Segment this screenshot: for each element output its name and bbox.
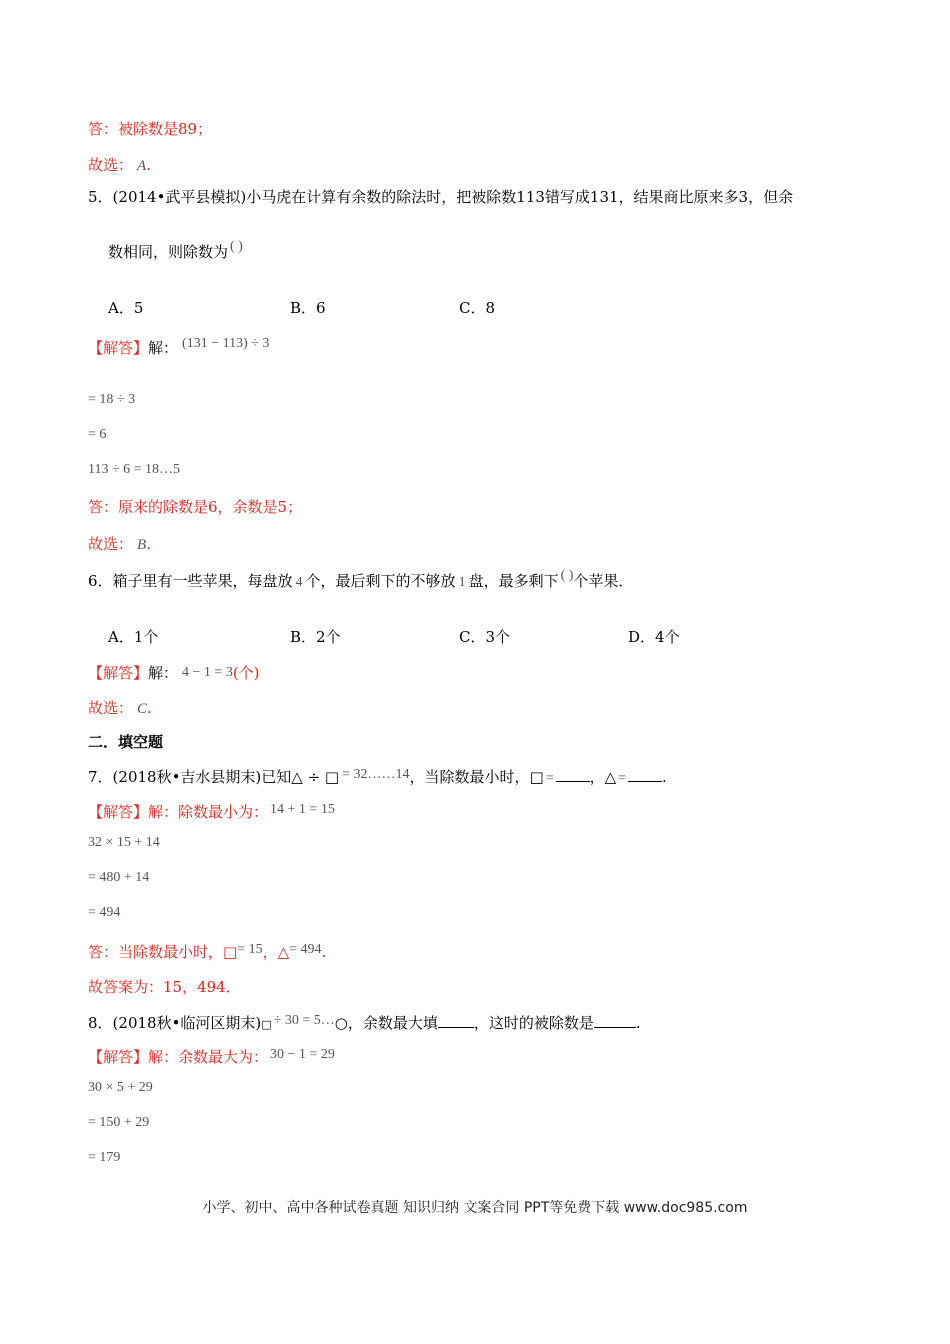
question-7-step-1: 32 × 15 + 14 (88, 835, 160, 850)
question-7-step-3: = 494 (88, 905, 121, 920)
question-5-option-b: B．6 (290, 299, 326, 317)
q7-ans-text-c: . (321, 943, 327, 961)
q6-text-c: 盘，最多剩下 (468, 572, 559, 590)
q6-paren: ( ) (560, 568, 574, 583)
q7-ans-math-2: = 494 (289, 942, 322, 957)
question-5-option-c: C．8 (459, 299, 496, 317)
selection-end: . (146, 156, 151, 174)
solution-tag: 【解答】 (88, 1048, 149, 1066)
question-6-option-d: D．4个 (628, 628, 680, 646)
q7-ans-text-a: 答：当除数最小时，□ (88, 943, 238, 961)
q8-text-b: ○，余数最大填 (334, 1014, 438, 1032)
q6-num-4: 4 (295, 575, 303, 590)
question-5-step-1: = 18 ÷ 3 (88, 392, 136, 407)
question-7-line (88, 767, 667, 789)
question-5-step-2: = 6 (88, 427, 107, 442)
question-5-option-a: A．5 (108, 299, 144, 317)
q8-blank-1[interactable] (438, 1013, 474, 1028)
question-6-line (88, 568, 634, 593)
q7-text-d: . (662, 768, 667, 786)
q6-text-d: 个苹果． (573, 572, 634, 590)
solution-tag: 【解答】 (88, 803, 149, 821)
question-5-paren: ( ) (230, 239, 243, 254)
question-6-solution (88, 663, 260, 685)
question-5-step-3: 113 ÷ 6 = 18…5 (88, 462, 181, 477)
question-8-step-2: = 150 + 29 (88, 1115, 150, 1130)
q7-ans-text-b: ，△ (262, 943, 290, 961)
q6-num-1: 1 (458, 575, 466, 590)
selection-end: . (146, 535, 151, 553)
q7-math: = 32……14 (342, 767, 410, 782)
question-5-answer: 答：原来的除数是6，余数是5； (88, 498, 303, 516)
selection-line (88, 155, 151, 176)
solution-math: (131 − 113) ÷ 3 (182, 336, 270, 351)
q8-blank-2[interactable] (594, 1013, 636, 1028)
selection-var: A (137, 158, 147, 174)
q8-text-a: 8．(2018秋•临河区期末) (88, 1014, 262, 1032)
selection-var: B (137, 537, 147, 553)
q7-text-c: ，△ (589, 768, 617, 786)
question-8-solution (88, 1047, 335, 1069)
solution-unit: (个) (232, 664, 260, 682)
q8-math: ÷ 30 = 5… (273, 1013, 335, 1028)
question-5-selection (88, 534, 151, 555)
selection-label: 故选： (88, 535, 134, 553)
q6-text-a: 6．箱子里有一些苹果，每盘放 (88, 572, 293, 590)
q7-blank-2[interactable] (628, 767, 662, 782)
q7-blank-1[interactable] (556, 767, 590, 782)
q7-text-b: ，当除数最小时，□ (409, 768, 544, 786)
solution-tag: 【解答】 (88, 664, 149, 682)
solution-text: 解：除数最小为： (148, 803, 269, 821)
section-2-heading: 二．填空题 (88, 733, 164, 751)
q7-ans-math-1: = 15 (237, 942, 263, 957)
solution-math: 4 − 1 = 3 (182, 665, 233, 680)
answer-line: 答：被除数是89； (88, 120, 213, 138)
question-7-final: 故答案为：15，494． (88, 978, 241, 996)
q8-text-c: ，这时的被除数是 (473, 1014, 594, 1032)
selection-label: 故选： (88, 156, 134, 174)
question-8-line (88, 1013, 641, 1035)
question-6-option-c: C．3个 (459, 628, 511, 646)
question-6-option-a: A．1个 (108, 628, 159, 646)
solution-jie: 解： (148, 339, 179, 357)
question-5-solution (88, 338, 269, 360)
solution-jie: 解： (148, 664, 179, 682)
question-8-step-1: 30 × 5 + 29 (88, 1080, 153, 1095)
solution-math: 30 − 1 = 29 (270, 1047, 335, 1062)
q7-eq-2: = (618, 771, 627, 786)
solution-math: 14 + 1 = 15 (270, 802, 335, 817)
q7-eq: = (545, 771, 554, 786)
question-5-line2 (108, 239, 243, 264)
question-7-step-2: = 480 + 14 (88, 870, 150, 885)
question-6-selection (88, 698, 152, 719)
question-8-step-3: = 179 (88, 1150, 121, 1165)
solution-tag: 【解答】 (88, 339, 149, 357)
question-5-text: 数相同，则除数为 (108, 243, 229, 261)
q6-text-b: 个，最后剩下的不够放 (305, 572, 456, 590)
selection-var: C (137, 701, 148, 717)
question-7-answer (88, 942, 326, 964)
question-6-option-b: B．2个 (290, 628, 341, 646)
q8-text-d: . (635, 1014, 641, 1032)
question-5-line1: 5．(2014•武平县模拟)小马虎在计算有余数的除法时，把被除数113错写成131，结果商比原来多3，但余 (88, 188, 794, 206)
page-footer: 小学、初中、高中各种试卷真题 知识归纳 文案合同 PPT等免费下载 www.doc985.com (202, 1200, 748, 1216)
q8-box-icon: □ (261, 1018, 272, 1031)
selection-label: 故选： (88, 699, 134, 717)
question-7-solution (88, 802, 335, 824)
q7-text-a: 7．(2018秋•吉水县期末)已知△ ÷ □ (88, 768, 340, 786)
solution-text: 解：余数最大为： (148, 1048, 269, 1066)
selection-end: . (147, 699, 152, 717)
